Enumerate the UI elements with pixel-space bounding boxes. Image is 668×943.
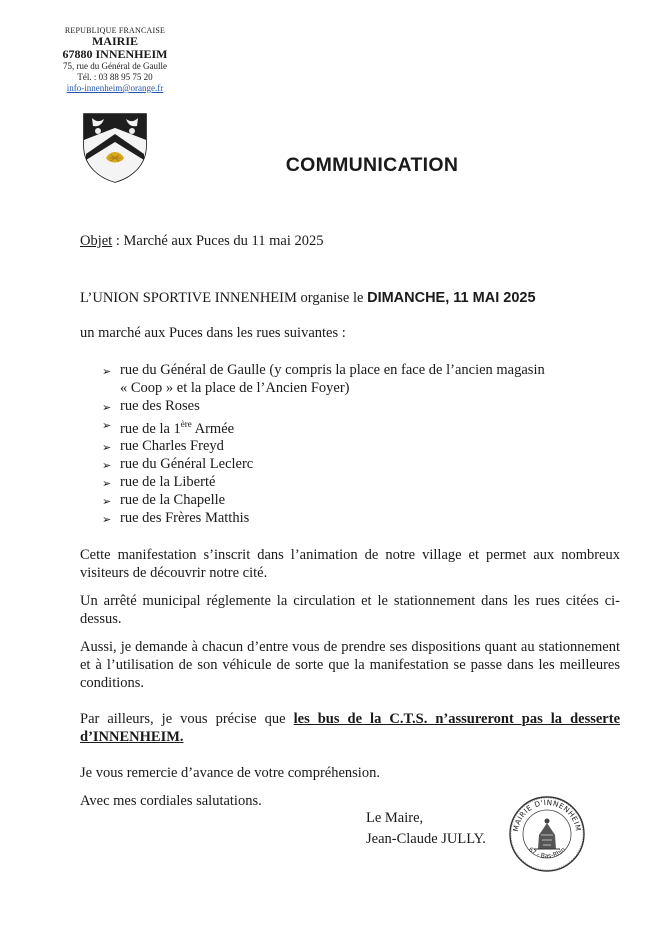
phone: Tél. : 03 88 95 75 20 <box>77 72 153 82</box>
subject-text: : Marché aux Puces du 11 mai 2025 <box>112 233 324 249</box>
email-link[interactable]: info-innenheim@orange.fr <box>66 83 164 93</box>
list-item <box>102 456 602 474</box>
address: 75, rue du Général de Gaulle <box>63 61 167 71</box>
arrow-bullet-icon: ➢ <box>102 365 112 378</box>
mairie-label: MAIRIE <box>91 34 138 48</box>
organizer-line <box>80 289 620 307</box>
list-item <box>102 398 602 416</box>
street-name: rue des Roses <box>120 397 200 414</box>
signature-role: Le Maire, <box>366 810 424 826</box>
paragraph-bus <box>80 710 620 746</box>
bus-notice-prefix: Par ailleurs, je vous précise que <box>80 711 294 727</box>
event-date: DIMANCHE, 11 MAI 2025 <box>367 290 536 306</box>
arrow-bullet-icon: ➢ <box>102 418 112 432</box>
street-name: rue du Général Leclerc <box>120 456 254 473</box>
subject-label: Objet <box>80 233 113 249</box>
list-item <box>102 438 602 456</box>
street-list <box>102 362 602 528</box>
bus-notice: les bus de la C.T.S. n’assureront pas la desserte d’INNENHEIM. <box>80 711 621 745</box>
street-name: rue du Général de Gaulle (y compris la place en face de l’ancien magasin <box>120 362 545 378</box>
street-name: rue de la Chapelle <box>120 492 226 509</box>
list-item <box>102 510 602 528</box>
street-name: rue Charles Freyd <box>120 438 224 455</box>
arrow-bullet-icon: ➢ <box>102 477 112 491</box>
street-name-continued: « Coop » et la place de l’Ancien Foyer) <box>120 379 350 396</box>
street-name: rue des Frères Matthis <box>120 510 250 527</box>
paragraph-closing: Avec mes cordiales salutations. <box>80 793 262 809</box>
paragraph-parking: Aussi, je demande à chacun d’entre vous de prendre ses dispositions quant au stationnement et à l’utilisation de son véhicule de sorte que la manifestation se passe dans les meilleures conditions. <box>80 639 620 691</box>
paragraph-thanks: Je vous remercie d’avance de votre compréhension. <box>80 765 380 781</box>
seal-bottom-text: 67 - Bas-Rhin <box>526 846 568 860</box>
town-label: 67880 INNENHEIM <box>62 47 168 61</box>
arrow-bullet-icon: ➢ <box>102 441 112 455</box>
republic-label: REPUBLIQUE FRANCAISE <box>64 26 166 35</box>
list-item <box>102 362 602 398</box>
organizer-text: L’UNION SPORTIVE INNENHEIM organise le <box>80 290 368 306</box>
street-name-sup: ère <box>180 418 192 429</box>
street-name-suffix: Armée <box>191 420 235 437</box>
street-name-prefix: rue de la 1 <box>120 420 181 437</box>
arrow-bullet-icon: ➢ <box>102 495 112 509</box>
subject-line <box>80 232 324 250</box>
arrow-bullet-icon: ➢ <box>102 400 112 414</box>
arrow-bullet-icon: ➢ <box>102 513 112 527</box>
page-title: COMMUNICATION <box>285 154 459 176</box>
paragraph-arrete: Un arrêté municipal réglemente la circulation et le stationnement dans les rues citées ci-dessus. <box>80 593 620 627</box>
list-item <box>102 492 602 510</box>
intro-text: un marché aux Puces dans les rues suivantes : <box>80 325 346 341</box>
paragraph-animation: Cette manifestation s’inscrit dans l’animation de notre village et permet aux nombreux visiteurs de découvrir notre cité. <box>80 547 620 581</box>
list-item <box>102 416 602 439</box>
seal-top-text: MAIRIE D'INNENHEIM <box>511 797 583 833</box>
list-item <box>102 474 602 492</box>
official-seal-icon <box>508 795 586 873</box>
arrow-bullet-icon: ➢ <box>102 459 112 473</box>
letterhead <box>40 26 190 94</box>
signature-name: Jean-Claude JULLY. <box>366 831 486 847</box>
signature-block <box>366 808 486 850</box>
street-name: rue de la Liberté <box>120 474 216 491</box>
